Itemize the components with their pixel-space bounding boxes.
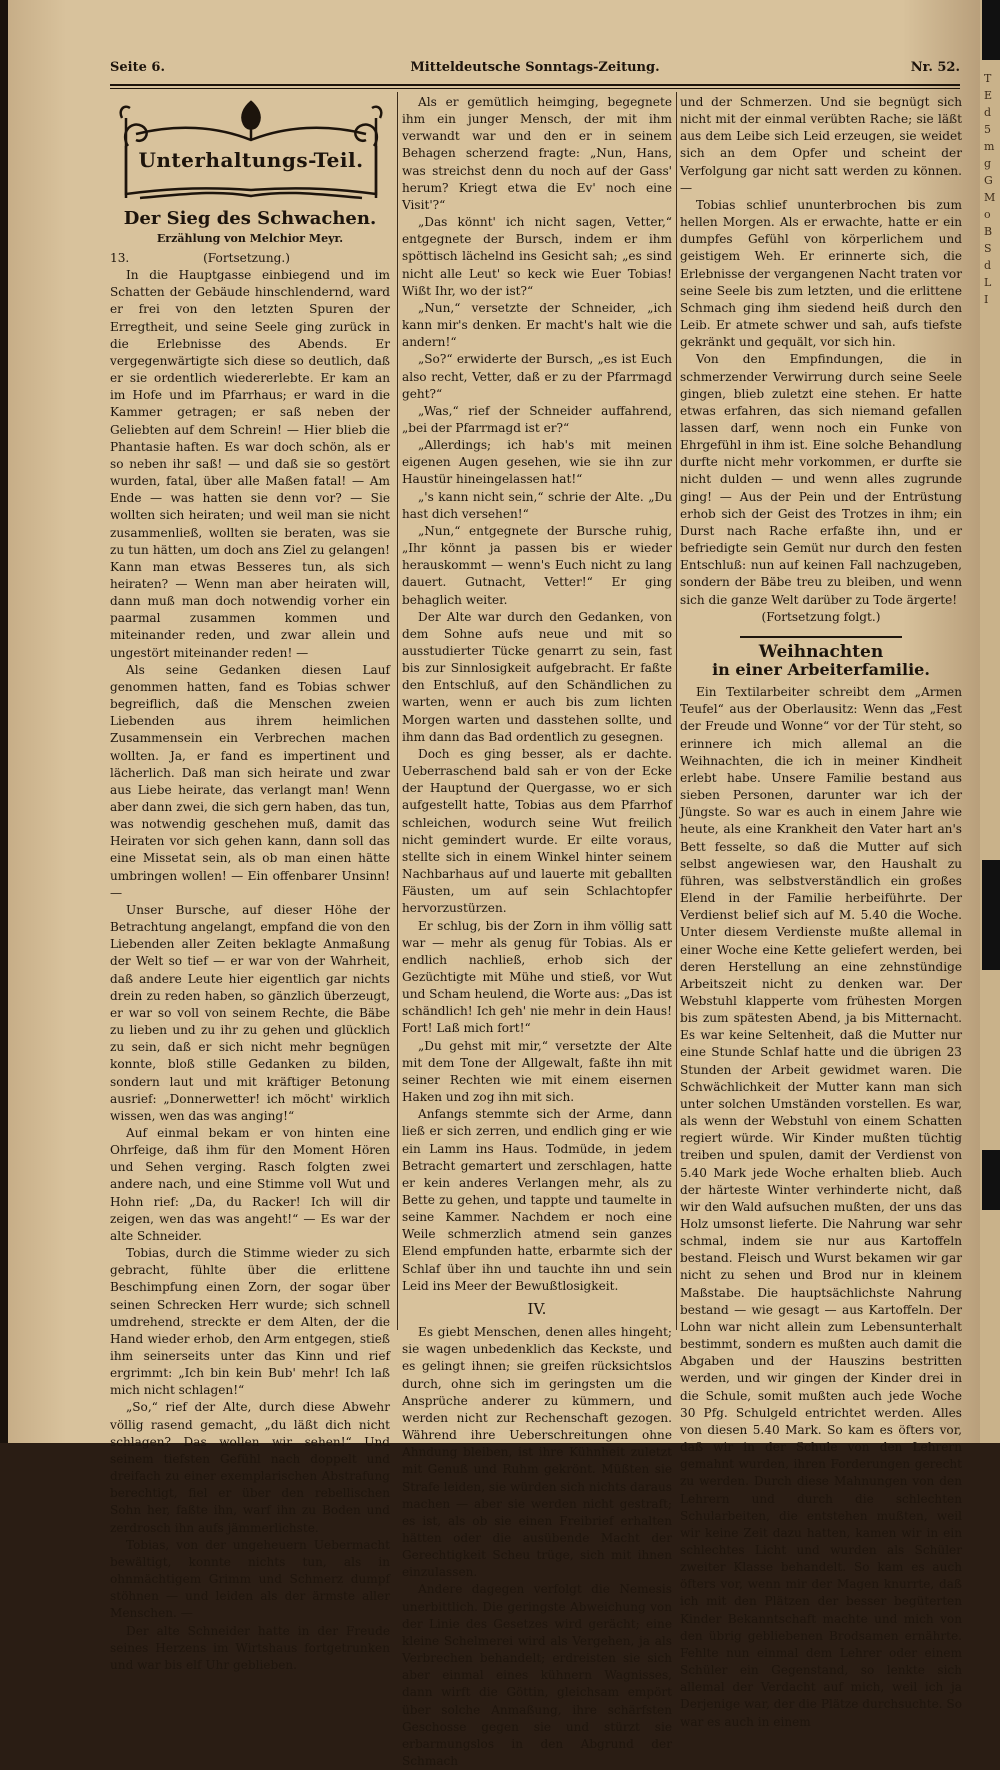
section-cartouche: [116, 94, 386, 204]
story-paragraph: Als er gemütlich heimging, begegnete ihm ein junger Mensch, der mit ihm verwandt war und den er in seinem Behagen scherzend fragte: „Nun, Hans, was streichst denn du noch auf der Gass' herum? Kriegt etwa die Ev' noch eine Visit'?“: [402, 95, 672, 212]
edge-fragment: o: [984, 208, 991, 221]
story-paragraph: und der Schmerzen. Und sie begnügt sich nicht mit der einmal verübten Rache; sie läßt aus dem Leibe sich Leid erzeugen, sie weidet sich an dem Opfer und scheint der Verfolgung gar nicht satt werden zu können. —: [680, 95, 962, 195]
edge-fragment: I: [984, 293, 989, 306]
edge-dark-block: [982, 860, 1000, 970]
story-paragraph: Es giebt Menschen, denen alles hingeht; sie wagen unbedenklich das Keckste, und es gelingt ihnen; sie greifen rücksichtslos durch, ohne sich im geringsten um die Ansprüche anderer zu kümmern, und werden nicht zur Rechenschaft gezogen. Während ihre Ueberschreitungen ohne Ahndung bleiben, ist ihre Kühnheit zuletzt mit Genuß und Ruhm gekrönt. Müßten sie Strafe leiden, sie würden sich nichts daraus machen — aber sie werden nicht gestraft; es ist, als ob sie einen Freibrief erhalten hätten oder die ausübende Macht der Gerechtigkeit Scheu trüge, sich mit ihnen einzulassen.: [402, 1325, 672, 1580]
story-paragraph: Tobias schlief ununterbrochen bis zum hellen Morgen. Als er erwachte, hatte er ein dumpfes Gefühl von körperlichem und geistigem Weh. Er erinnerte sich, die Erlebnisse der vergangenen Nacht traten vor seine Seele bis zum letzten, und die erlittene Schmach ging ihm siedend heiß durch den Leib. Er atmete schwer und sah, aufs tiefste gekränkt und gequält, vor sich hin.: [680, 197, 962, 350]
edge-fragment: L: [984, 276, 992, 289]
story-paragraph: „So?“ erwiderte der Bursch, „es ist Euch also recht, Vetter, daß er zu der Pfarrmagd geht?“: [402, 352, 672, 401]
edge-fragment: M: [984, 191, 996, 204]
page-number: Seite 6.: [110, 60, 165, 75]
edge-fragments: [984, 70, 998, 308]
edge-fragment: B: [984, 225, 993, 238]
story-paragraph: Der alte Schneider hatte in der Freude seines Herzens im Wirtshaus fortgetrunken und war bis elf Uhr geblieben.: [110, 1623, 390, 1672]
article-paragraph: Ein Textilarbeiter schreibt dem „Armen Teufel“ aus der Oberlausitz: Wenn das „Fest der Freude und Wonne“ vor der Tür steht, so erinnere ich mich allemal an die Weihnachten, die ich in meiner Kindheit erlebt habe. Unsere Familie bestand aus sieben Personen, darunter war ich der Jüngste. So war es auch in einem Jahre wie heute, als eine Krankheit den Vater hart an's Bett fesselte, so daß die Mutter auf sich selbst angewiesen war, den Haushalt zu führen, was selbstverständlich ein großes Elend in der Familie herbeiführte. Der Verdienst belief sich auf M. 5.40 die Woche. Unter diesem Verdienste mußte allemal in einer Woche eine Kette geliefert werden, bei deren Herstellung an eine zehnstündige Arbeitszeit nicht zu denken war. Der Webstuhl klapperte vom frühesten Morgen bis zum spätesten Abend, ja bis Mitternacht. Es war keine Seltenheit, daß die Mutter nur eine Stunde Schlaf hatte und die übrigen 23 Stunden der Arbeit gewidmet waren. Die Schwächlichkeit der Mutter kann man sich unter solchen Umständen vorstellen. Es war, als wenn der Webstuhl von einem Schatten regiert würde. Wir Kinder mußten tüchtig treiben und spulen, damit der Verdienst von 5.40 Mark jede Woche erhalten blieb. Auch der härteste Winter verhinderte nicht, daß wir den Wald aufsuchen mußten, der uns das Holz umsonst lieferte. Die Nahrung war sehr schmal, indem sie nur aus Kartoffeln bestand. Fleisch und Wurst bekamen wir gar nicht zu sehen und Brod nur in kleinem Maßstabe. Die hauptsächlichste Nahrung bestand — wie gesagt — aus Kartoffeln. Der Lohn war nicht allein zum Lebensunterhalt bestimmt, sondern es mußten auch damit die Abgaben und der Hauszins bestritten werden, und wir gingen der Kinder drei in die Schule, somit mußten auch jede Woche 30 Pfg. Schulgeld entrichtet werden. Alles von diesen 5.40 Mark. So kam es öfters vor, daß wir in der Schule von den Lehrern gemahnt wurden, ihren Forderungen gerecht zu werden. Durch diese Mahnungen von den Lehrern und durch die schlechten Schularbeiten, die entstehen mußten, weil wir keine Zeit dazu hatten, kamen wir in ein schlechtes Licht und wurden als Schüler zweiter Klasse behandelt. So kam es auch öfters vor, wenn mir der Magen knurrte, daß ich mit den Plätzen der besser begüterten Kinder Bekanntschaft machte und mich von den übrig gebliebenen Brodsamen ernährte. Fehlte nun einmal dem Lehrer oder einem Schüler ein Gegenstand, so lenkte sich allemal der Verdacht auf mich, weil ich ja Derjenige war, der die Plätze durchsuchte. So war es auch in einem: [680, 685, 962, 1729]
edge-fragment: m: [984, 140, 995, 153]
story-title: Der Sieg des Schwachen.: [123, 208, 377, 229]
story-paragraph: Tobias, von der ungeheuern Uebermacht bewältigt, konnte nichts tun, als in ohnmächtigem Grimm und Schmerz dumpf stöhnen — und leiden als der ärmste aller Menschen. —: [110, 1537, 390, 1621]
edge-fragment: d: [984, 106, 992, 119]
installment-note: (Fortsetzung.): [203, 251, 290, 265]
edge-fragment: E: [984, 89, 993, 102]
story-paragraph: „Nun,“ entgegnete der Bursche ruhig, „Ihr könnt ja passen bis er wieder herauskommt — wenn's Euch nicht zu lang dauert. Gutnacht, Vetter!“ Er ging behaglich weiter.: [402, 523, 672, 607]
story-paragraph: „Was,“ rief der Schneider auffahrend, „bei der Pfarrmagd ist er?“: [402, 403, 672, 435]
article-subtitle: in einer Arbeiterfamilie.: [712, 660, 930, 679]
installment-number: 13.: [110, 251, 130, 265]
story-paragraph: „Das könnt' ich nicht sagen, Vetter,“ entgegnete der Bursch, indem er ihm spöttisch lächelnd ins Gesicht sah; „es sind nicht alle Leut' so keck wie Euer Tobias! Wißt Ihr, wo der ist?“: [402, 215, 672, 298]
story-paragraph: Von den Empfindungen, die in schmerzender Verwirrung durch seine Seele gingen, blieb zuletzt eine stehen. Er hatte etwas erfahren, das sich niemand gefallen lassen darf, wenn noch ein Funke von Ehrgefühl in ihm ist. Eine solche Behandlung durfte nicht mehr vorkommen, er durfte sie nicht dulden — und wenn alles zugrunde ging! — Aus der Pein und der Entrüstung erhob sich der Geist des Trotzes in ihm; ein Durst nach Rache erfaßte ihn, und er befriedigte sein Gemüt nur durch den festen Entschluß: nun auf keinen Fall nachzugeben, sondern der Bäbe treu zu bleiben, und wenn sich die ganze Welt darüber zu Tode ärgerte!: [680, 352, 962, 607]
edge-fragment: g: [984, 157, 992, 170]
continued-note: (Fortsetzung folgt.): [761, 609, 881, 624]
header-rule: [110, 84, 960, 86]
story-paragraph: Andere dagegen verfolgt die Nemesis unerbittlich. Die geringste Abweichung von der Linie des Gesetzes wird gerächt; eine kleine Schelmerei wird als Vergehen, ja als Verbrechen behandelt; erdreisten sie sich aber einmal eines kühnern Wagnisses, dann wirft die Göttin, gleichsam empört über solche Anmaßung, ihre schärfsten Geschosse gegen sie und stürzt sie erbarmungslos in den Abgrund der Schmach: [402, 1582, 672, 1768]
column-divider-1: [397, 92, 398, 1330]
edge-dark-block: [982, 1150, 1000, 1210]
edge-fragment: 5: [984, 123, 991, 136]
story-paragraph: Er schlug, bis der Zorn in ihm völlig satt war — mehr als genug für Tobias. Als er endlich nachließ, erhob sich der Gezüchtigte mit Mühe und stieß, vor Wut und Scham heulend, die Worte aus: „Das ist schändlich! Ich geh' nie mehr in dein Haus! Fort! Laß mich fort!“: [402, 918, 672, 1036]
edge-fragment: d: [984, 259, 992, 272]
installment-line: [110, 250, 390, 267]
story-paragraph: In die Hauptgasse einbiegend und im Schatten der Gebäude hinschlendernd, ward er frei von den letzten Spuren der Erregtheit, und seine Seele ging zurück in die Erlebnisse des Abends. Er vergegenwärtigte sich diese so deutlich, daß er sie ordentlich wiedererlebte. Er kam an im Hofe und im Pfarrhaus; er ward in die Kammer getragen; er saß neben der Geliebten auf dem Schrein! — Hier blieb die Phantasie haften. Es war doch schön, als er so neben ihr saß! — und daß sie so gestört wurden, fatal, über alle Maßen fatal! — Am Ende — was hatten sie denn vor? — Sie wollten sich heiraten; und weil man sie nicht zusammenließ, wollten sie beraten, was sie zu tun hätten, um doch ans Ziel zu gelangen! Kann man etwas Besseres tun, als sich heiraten? — Wenn man aber heiraten will, dann muß man doch notwendig vorher ein paarmal zusammen kommen und miteinander reden, und zwar allein und ungestört miteinander reden! —: [110, 268, 390, 660]
chapter-heading: IV.: [527, 1299, 547, 1318]
story-paragraph: „'s kann nicht sein,“ schrie der Alte. „Du hast dich versehen!“: [402, 489, 672, 521]
article-separator: [740, 636, 902, 638]
story-paragraph: „Nun,“ versetzte der Schneider, „ich kann mir's denken. Er macht's halt wie die andern!“: [402, 300, 672, 350]
story-paragraph: „Allerdings; ich hab's mit meinen eigenen Augen gesehen, wie sie ihn zur Haustür hineingelassen hat!“: [402, 438, 672, 487]
column-1: [110, 250, 390, 1674]
section-title: Unterhaltungs-Teil.: [138, 148, 364, 172]
story-paragraph: „Du gehst mit mir,“ versetzte der Alte mit dem Tone der Allgewalt, faßte ihn mit seiner Rechten wie mit einem eisernen Haken und zog ihn mit sich.: [402, 1038, 672, 1105]
newspaper-title: Mitteldeutsche Sonntags-Zeitung.: [410, 60, 660, 75]
story-paragraph: Doch es ging besser, als er dachte. Ueberraschend bald sah er von der Ecke der Hauptund der Quergasse, wo er sich aufgestellt hatte, Tobias aus dem Pfarrhof schleichen, wodurch seine Wut freilich nicht gemindert wurde. Er eilte voraus, stellte sich in einem Winkel hinter seinem Nachbarhaus auf und lauerte mit geballten Fäusten, um auf sein Schlachtopfer hervorzustürzen.: [402, 746, 672, 916]
newspaper-page: [8, 0, 980, 1768]
article-title: Weihnachten: [758, 641, 884, 662]
column-divider-2: [676, 92, 677, 1330]
story-paragraph: Anfangs stemmte sich der Arme, dann ließ er sich zerren, und endlich ging er wie ein Lamm ins Haus. Todmüde, in jedem Betracht gemartert und zerschlagen, hatte er kein anderes Verlangen mehr, als zu Bette zu gehen, und tappte und taumelte in seine Kammer. Nachdem er noch eine Weile schmerzlich atmend sein ganzes Elend empfunden hatte, erbarmte sich der Schlaf über ihn und tauchte ihn und sein Leid ins Meer der Bewußtlosigkeit.: [402, 1107, 672, 1293]
story-paragraph: Auf einmal bekam er von hinten eine Ohrfeige, daß ihm für den Moment Hören und Sehen verging. Rasch folgten zwei andere nach, und eine Stimme voll Wut und Hohn rief: „Da, du Racker! Ich will dir zeigen, wen das was angeht!“ — Es war der alte Schneider.: [110, 1125, 390, 1243]
story-paragraph: Der Alte war durch den Gedanken, von dem Sohne aufs neue und mit so ausstudierter Tücke genarrt zu sein, fast bis zur Sinnlosigkeit aufgebracht. Er faßte den Entschluß, auf den Schändlichen zu warten, wenn er auch bis zum lichten Morgen warten und dasstehen sollte, und ihm dann das Bad ordentlich zu gesegnen.: [402, 609, 672, 744]
story-paragraph: „So,“ rief der Alte, durch diese Abwehr völlig rasend gemacht, „du läßt dich nicht schlagen? Das wollen wir sehen!“ Und seinem tiefsten Gefühl nach doppelt und dreifach zu einer exemplarischen Abstrafung berechtigt, fiel er über den rebellischen Sohn her, faßte ihn, warf ihn zu Boden und zerdrosch ihn aufs jämmerlichste.: [110, 1400, 390, 1535]
edge-fragment: T: [984, 72, 992, 85]
column-2: [402, 94, 672, 1770]
header-rule-thin: [110, 88, 960, 89]
story-paragraph: Als seine Gedanken diesen Lauf genommen hatten, fand es Tobias schwer begreiflich, daß die Menschen zweien Liebenden aus ihrem heimlichen Zusammensein ein Verbrechen machen wollten. Ja, er fand es impertinent und lächerlich. Daß man sich heirate und zwar aus Liebe heirate, das verlangt man! Wenn aber dann zwei, die sich gern haben, das tun, was notwendig geschehen muß, damit das Heiraten vor sich gehen kann, dann soll das eine Missetat sein, als ob man einen hätte umbringen wollen! — Ein offenbarer Unsinn! —: [110, 662, 390, 900]
story-paragraph: Unser Bursche, auf dieser Höhe der Betrachtung angelangt, empfand die von den Liebenden aller Zeiten beklagte Anmaßung der Welt so tief — er war von der Wahrheit, daß andere Leute hier eigentlich gar nichts drein zu reden haben, so gänzlich überzeugt, er war so voll von seinem Rechte, die Bäbe zu lieben und zu ihr zu gehen und glücklich zu sein, daß er sich nicht mehr begnügen konnte, bloß stille Gedanken zu bilden, sondern laut und mit kräftiger Betonung ausrief: „Donnerwetter! ich möcht' wirklich wissen, wen das was anging!“: [110, 902, 390, 1123]
edge-dark-block: [982, 0, 1000, 60]
story-paragraph: Tobias, durch die Stimme wieder zu sich gebracht, fühlte über die erlittene Beschimpfung einen Zorn, der sogar über seinen Schrecken Herr wurde; sich schnell umdrehend, streckte er dem Alten, der die Hand wieder erhob, den Arm entgegen, stieß ihm seinerseits unter das Kinn und rief ergrimmt: „Ich bin kein Bub' mehr! Ich laß mich nicht schlagen!“: [110, 1246, 390, 1398]
next-page-edge: [980, 0, 1000, 1443]
column-3: [680, 94, 962, 1731]
page-header: [110, 60, 960, 82]
edge-fragment: S: [984, 242, 992, 255]
story-author: Erzählung von Melchior Meyr.: [156, 232, 344, 245]
issue-number: Nr. 52.: [910, 60, 960, 75]
binding-shadow: [0, 0, 8, 1443]
edge-fragment: G: [984, 174, 993, 187]
